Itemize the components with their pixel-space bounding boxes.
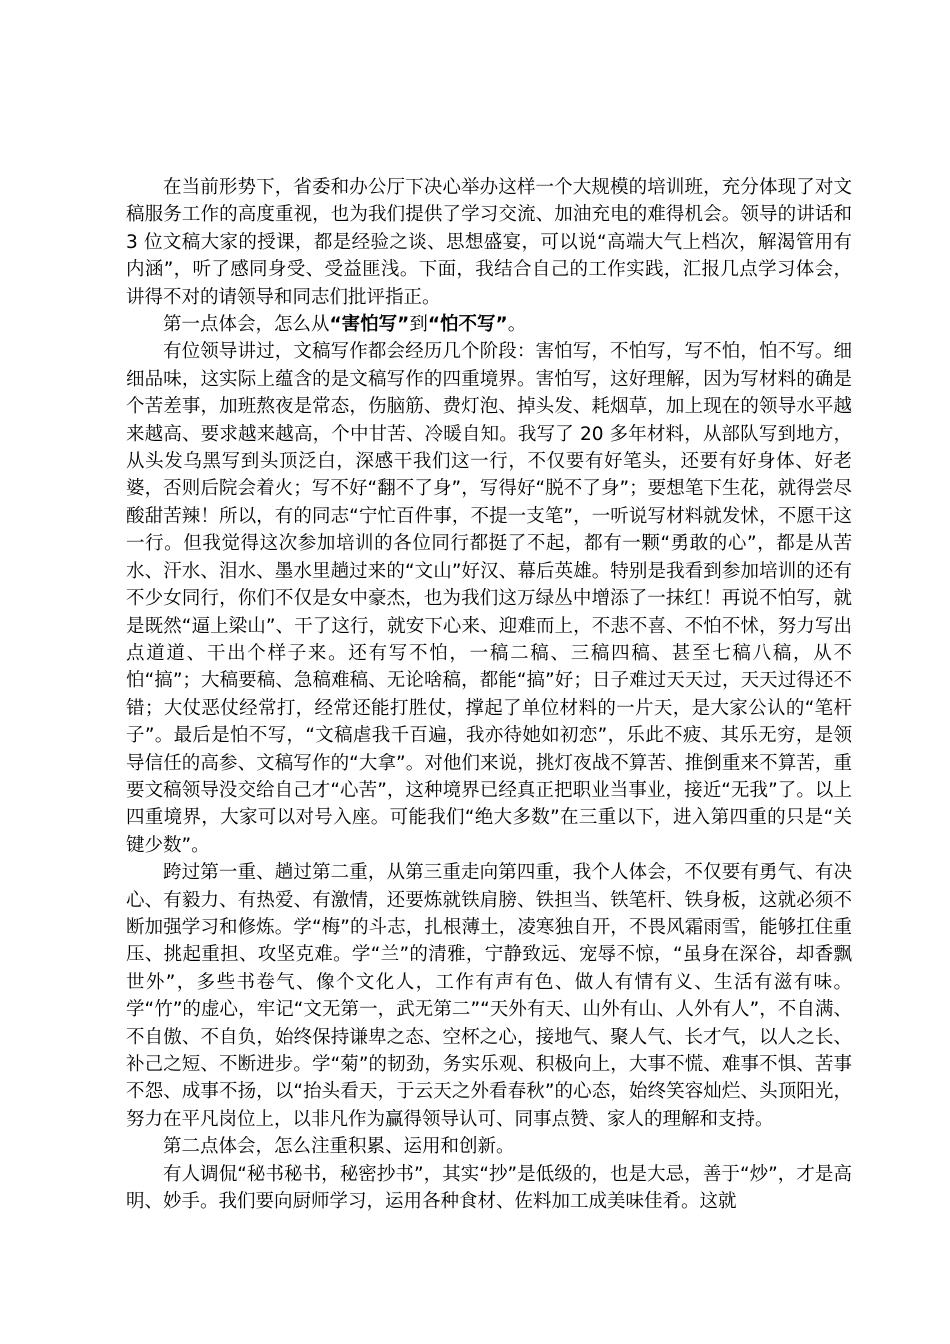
heading-1-quote-2: “怕不写” [427,314,508,336]
heading-1-prefix: 第一点体会，怎么从 [163,314,330,336]
intro-paragraph: 在当前形势下，省委和办公厅下决心举办这样一个大规模的培训班，充分体现了对文稿服务工作的高度重视，也为我们提供了学习交流、加油充电的难得机会。领导的讲话和 3 位文稿大家的授课，都是经验之谈、思想盛宴，可以说“高端大气上档次，解渴管用有内涵”，听了感同身受、受益匪浅。下面，我结合自己的工作实践，汇报几点学习体会，讲得不对的请领导和同志们批评指正。 [126,177,852,308]
section-heading-2: 第二点体会，怎么注重积累、运用和创新。 [163,1136,515,1158]
document-body [126,174,852,1215]
section-heading-1 [126,311,852,338]
heading-1-suffix: 。 [507,314,527,336]
heading-1-middle: 到 [409,314,428,336]
body-paragraph-cultivation: 跨过第一重、趟过第二重，从第三重走向第四重，我个人体会，不仅要有勇气、有决心、有毅力、有热爱、有激情，还要炼就铁肩膀、铁担当、铁笔杆、铁身板，这就必须不断加强学习和修炼。学“梅”的斗志，扎根薄土，凌寒独自开，不畏风霜雨雪，能够扛住重压、挑起重担、攻坚克难。学“兰”的清雅，宁静致远、宠辱不惊，“虽身在深谷，却香飘世外”，多些书卷气、像个文化人，工作有声有色、做人有情有义、生活有滋有味。学“竹”的虚心，牢记“文无第一，武无第二”“天外有天、山外有山、人外有人”，不自满、不自傲、不自负，始终保持谦卑之态、空杯之心，接地气、聚人气、长才气，以人之长、补己之短、不断进步。学“菊”的韧劲，务实乐观、积极向上，大事不慌、难事不惧、苦事不怨、成事不扬，以“抬头看天，于云天之外看春秋”的心态，始终笑容灿烂、头顶阳光，努力在平凡岗位上，以非凡作为赢得领导认可、同事点赞、家人的理解和支持。 [126,862,852,1130]
body-paragraph-copying: 有人调侃“秘书秘书，秘密抄书”，其实“抄”是低级的，也是大忌，善于“炒”，才是高明、妙手。我们要向厨师学习，运用各种食材、佐料加工成美味佳肴。这就 [126,1163,852,1213]
heading-1-quote-1: “害怕写” [329,314,410,336]
body-paragraph-four-stages: 有位领导讲过，文稿写作都会经历几个阶段：害怕写，不怕写，写不怕，怕不写。细细品味，这实际上蕴含的是文稿写作的四重境界。害怕写，这好理解，因为写材料的确是个苦差事，加班熬夜是常态，伤脑筋、费灯泡、掉头发、耗烟草，加上现在的领导水平越来越高、要求越来越高，个中甘苦、冷暖自知。我写了 20 多年材料，从部队写到地方，从头发乌黑写到头顶泛白，深感干我们这一行，不仅要有好笔头，还要有好身体、好老婆，否则后院会着火；写不好“翻不了身”，写得好“脱不了身”；要想笔下生花，就得尝尽酸甜苦辣！所以，有的同志“宁忙百件事，不提一支笔”，一听说写材料就发怵，不愿干这一行。但我觉得这次参加培训的各位同行都挺了不起，都有一颗“勇敢的心”，都是从苦水、汗水、泪水、墨水里趟过来的“文山”好汉、幕后英雄。特别是我看到参加培训的还有不少女同行，你们不仅是女中豪杰，也为我们这万绿丛中增添了一抹红！再说不怕写，就是既然“逼上梁山”、干了这行，就安下心来、迎难而上，不悲不喜、不怕不怵，努力写出点道道、干出个样子来。还有写不怕，一稿二稿、三稿四稿、甚至七稿八稿，从不怕“搞”；大稿要稿、急稿难稿、无论啥稿，都能“搞”好；日子难过天天过，天天过得还不错；大仗恶仗经常打，经常还能打胜仗，撑起了单位材料的一片天，是大家公认的“笔杆子”。最后是怕不写，“文稿虐我千百遍，我亦待她如初恋”，乐此不疲、其乐无穷，是领导信任的高参、文稿写作的“大拿”。对他们来说，挑灯夜战不算苦、推倒重来不算苦，重要文稿领导没交给自己才“心苦”，这种境界已经真正把职业当事业，接近“无我”了。以上四重境界，大家可以对号入座。可能我们“绝大多数”在三重以下，进入第四重的只是“关键少数”。 [126,341,852,856]
